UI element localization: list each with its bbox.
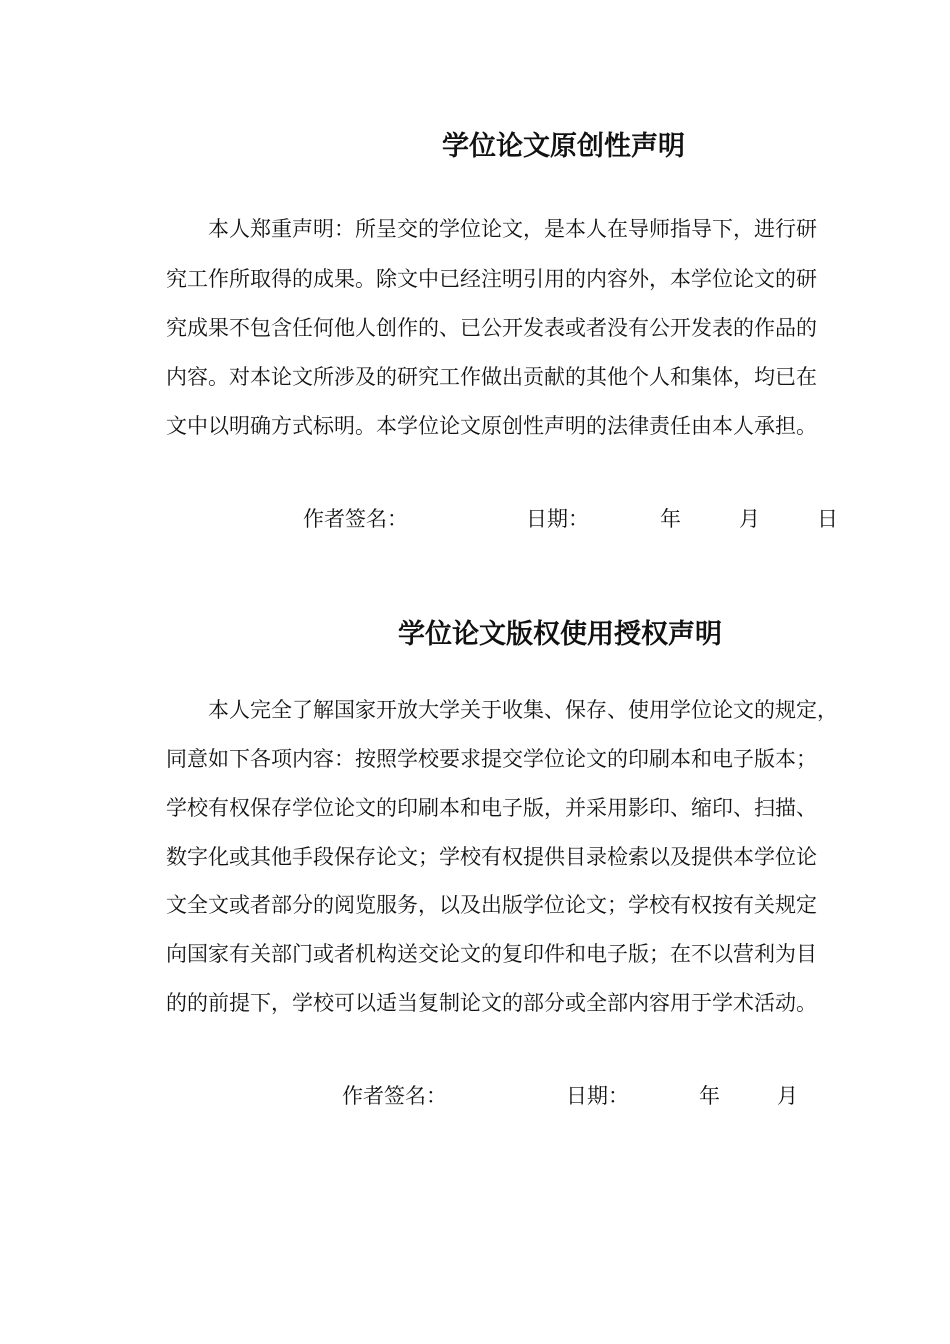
- author-signature-label: 作者签名：: [342, 1084, 447, 1108]
- authorization-line-4: 数字化或其他手段保存论文；学校有权提供目录检索以及提供本学位论: [166, 845, 817, 869]
- day-label: 日: [817, 507, 838, 531]
- declaration-line-1: 本人郑重声明：所呈交的学位论文，是本人在导师指导下，进行研: [208, 217, 817, 241]
- authorization-line-2: 同意如下各项内容：按照学校要求提交学位论文的印刷本和电子版本；: [166, 747, 817, 771]
- author-signature-label: 作者签名：: [303, 507, 408, 531]
- date-label: 日期：: [566, 1084, 629, 1108]
- authorization-line-1: 本人完全了解国家开放大学关于收集、保存、使用学位论文的规定，: [208, 698, 838, 722]
- authorization-title: 学位论文版权使用授权声明: [398, 619, 722, 650]
- declaration-line-3: 究成果不包含任何他人创作的、已公开发表或者没有公开发表的作品的: [166, 316, 817, 340]
- year-label: 年: [660, 507, 681, 531]
- declaration-line-2: 究工作所取得的成果。除文中已经注明引用的内容外，本学位论文的研: [166, 267, 817, 291]
- authorization-line-7: 的的前提下，学校可以适当复制论文的部分或全部内容用于学术活动。: [166, 991, 817, 1015]
- date-label: 日期：: [526, 507, 589, 531]
- authorization-line-6: 向国家有关部门或者机构送交论文的复印件和电子版；在不以营利为目: [166, 942, 817, 966]
- authorization-line-3: 学校有权保存学位论文的印刷本和电子版，并采用影印、缩印、扫描、: [166, 796, 817, 820]
- declaration-title: 学位论文原创性声明: [442, 131, 685, 162]
- authorization-line-5: 文全文或者部分的阅览服务，以及出版学位论文；学校有权按有关规定: [166, 893, 817, 917]
- declaration-line-4: 内容。对本论文所涉及的研究工作做出贡献的其他个人和集体，均已在: [166, 365, 817, 389]
- declaration-line-5: 文中以明确方式标明。本学位论文原创性声明的法律责任由本人承担。: [166, 414, 817, 438]
- month-label: 月: [739, 507, 760, 531]
- month-label: 月: [777, 1084, 798, 1108]
- year-label: 年: [699, 1084, 720, 1108]
